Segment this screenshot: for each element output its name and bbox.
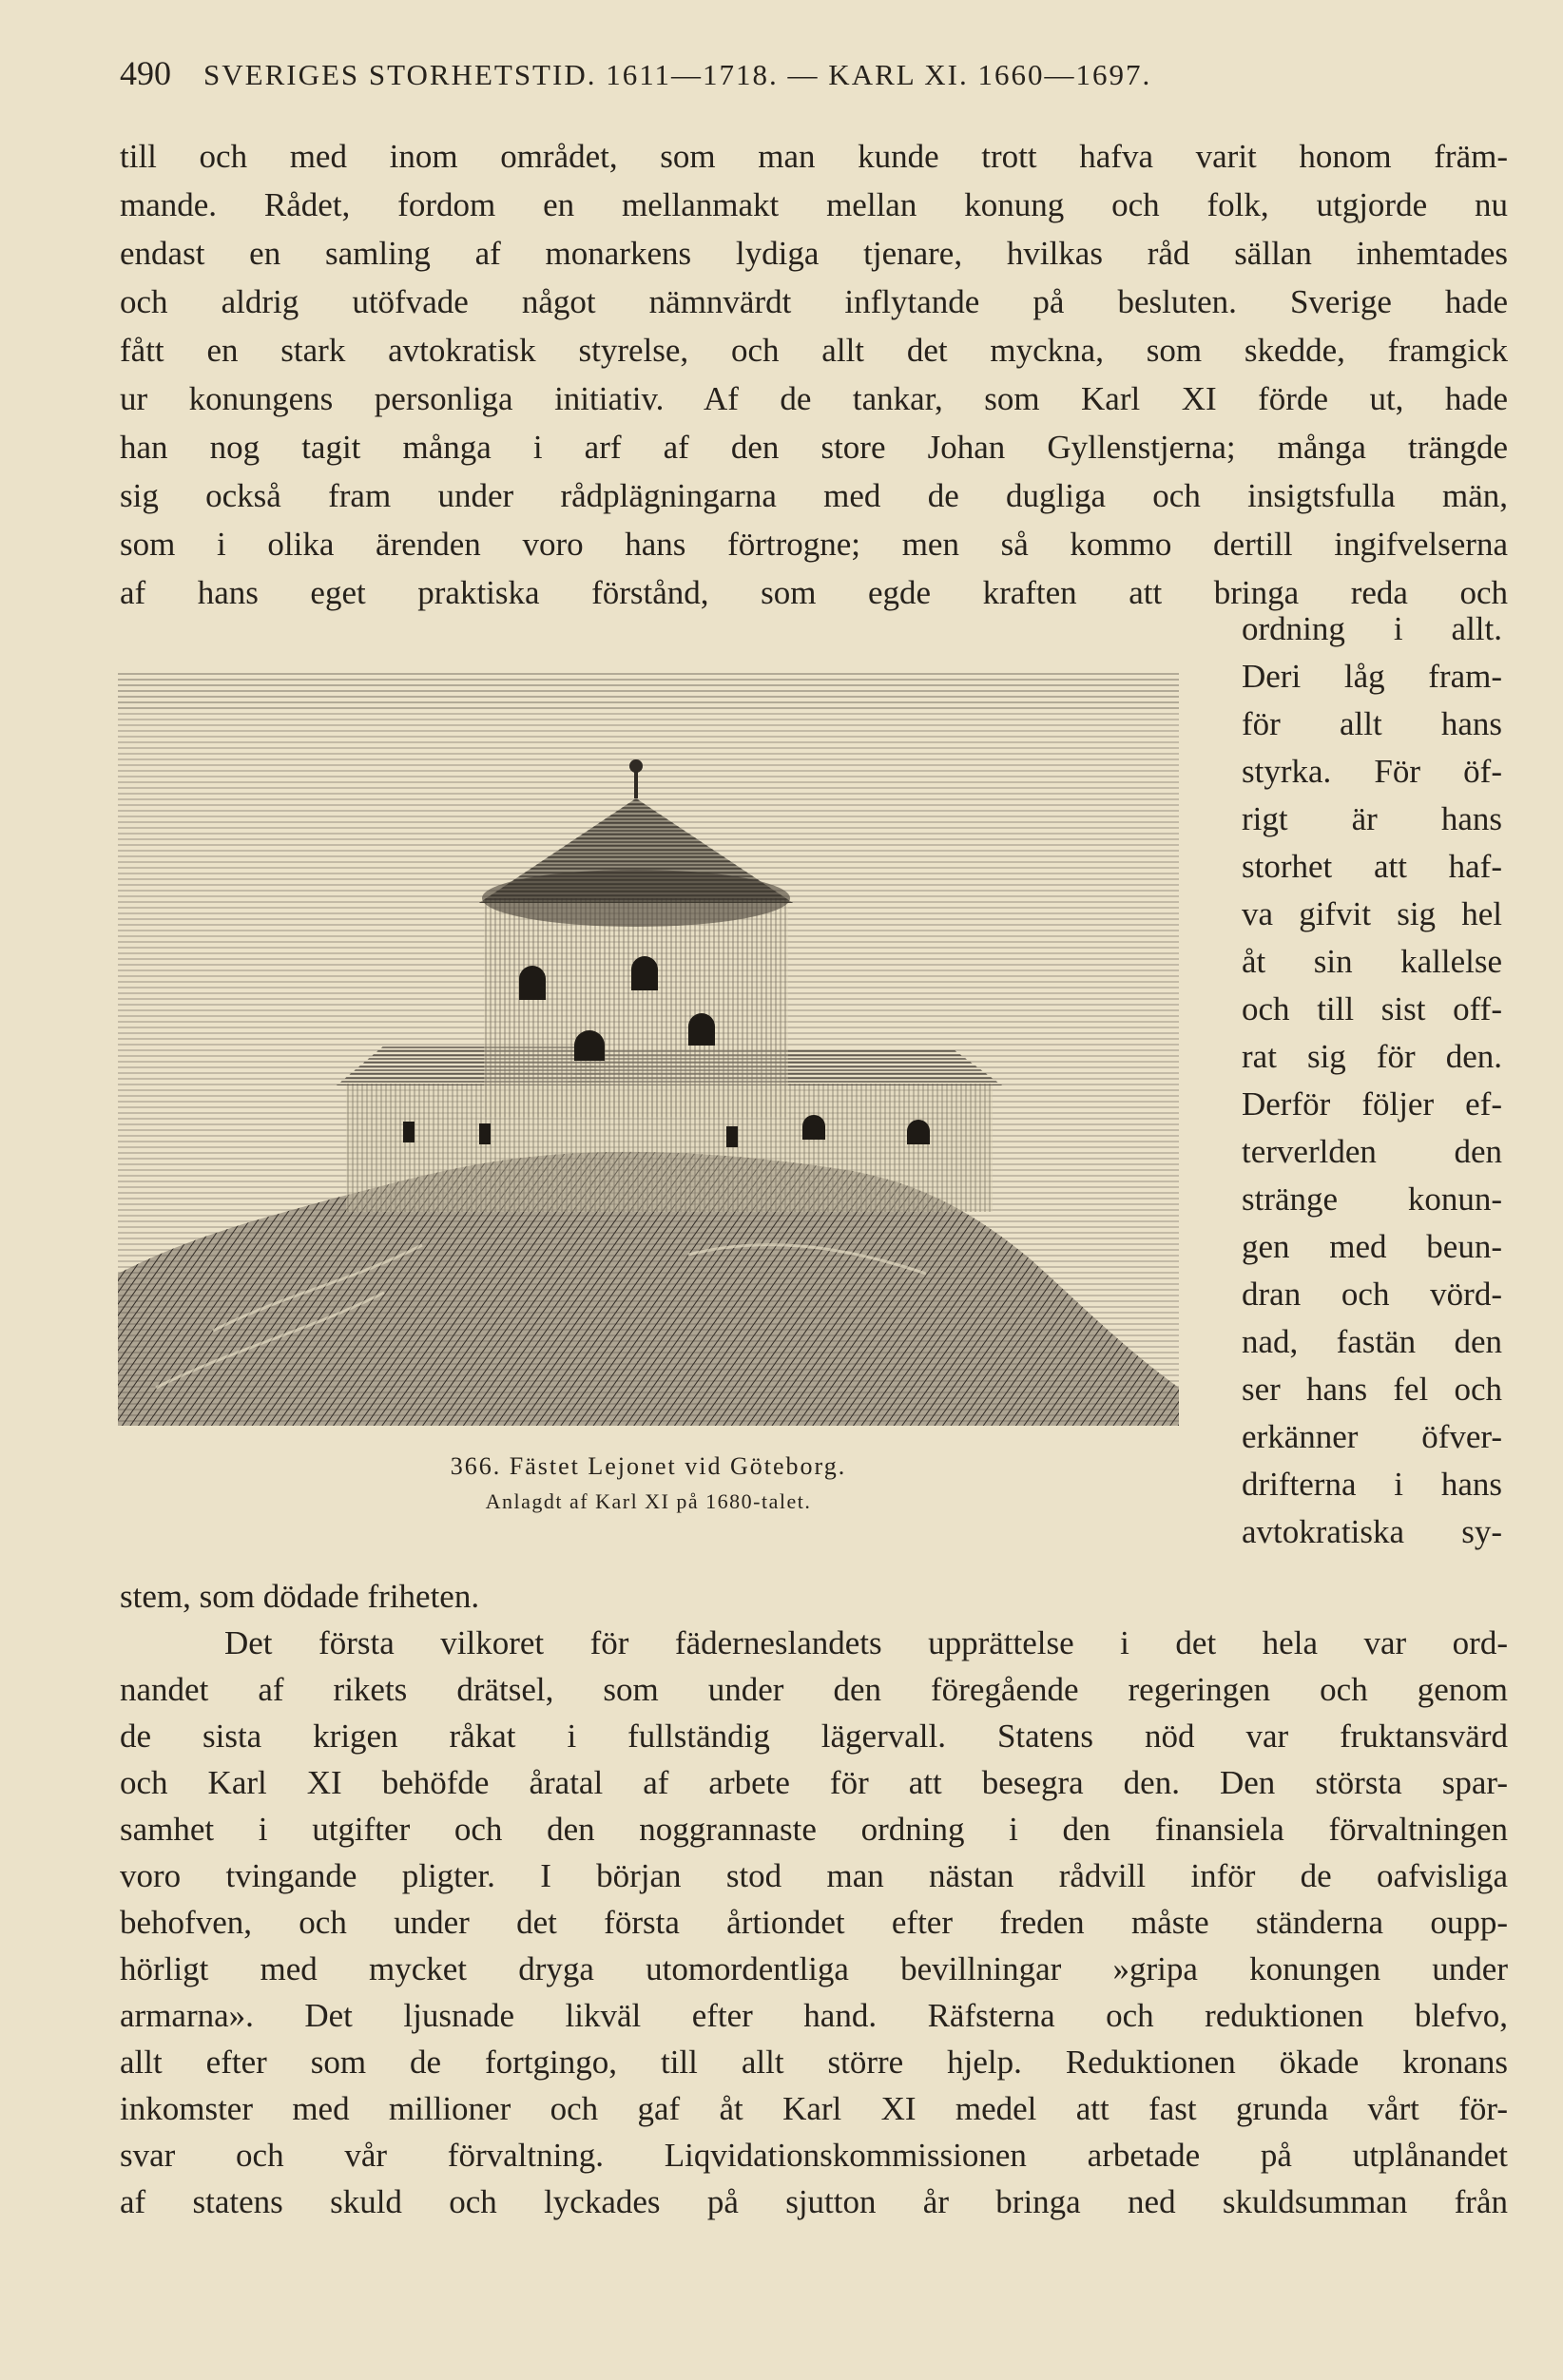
- side-line: va gifvit sig hel: [1242, 895, 1502, 932]
- side-line: terverlden den: [1242, 1133, 1502, 1170]
- side-line: ordning i allt.: [1242, 610, 1502, 647]
- text-line: Det första vilkoret för fäderneslandets upprättelse i det hela var ord-: [224, 1624, 1508, 1661]
- side-line: ser hans fel och: [1242, 1371, 1502, 1408]
- page-number: 490: [120, 54, 171, 92]
- text-line: stem, som dödade friheten.: [120, 1578, 480, 1615]
- text-line: till och med inom området, som man kunde trott hafva varit honom främ-: [120, 138, 1508, 175]
- side-line: Deri låg fram-: [1242, 658, 1502, 695]
- side-line: dran och vörd-: [1242, 1276, 1502, 1313]
- running-header: [120, 53, 1508, 101]
- side-line: för allt hans: [1242, 705, 1502, 742]
- text-line: allt efter som de fortgingo, till allt större hjelp. Reduktionen ökade kronans: [120, 2044, 1508, 2081]
- text-line: och Karl XI behöfde åratal af arbete för att besegra den. Den största spar-: [120, 1764, 1508, 1801]
- side-line: styrka. För öf-: [1242, 753, 1502, 790]
- text-line: fått en stark avtokratisk styrelse, och allt det myckna, som skedde, framgick: [120, 332, 1508, 369]
- text-line: voro tvingande pligter. I början stod man nästan rådvill inför de oafvisliga: [120, 1857, 1508, 1894]
- text-line: samhet i utgifter och den noggrannaste ordning i den finansiela förvaltningen: [120, 1811, 1508, 1848]
- text-line: nandet af rikets drätsel, som under den föregående regeringen och genom: [120, 1671, 1508, 1708]
- text-line: som i olika ärenden voro hans förtrogne; men så kommo dertill ingifvelserna: [120, 526, 1508, 563]
- figure-caption: 366. Fästet Lejonet vid Göteborg.: [450, 1452, 847, 1480]
- side-line: nad, fastän den: [1242, 1323, 1502, 1360]
- side-line: erkänner öfver-: [1242, 1418, 1502, 1455]
- side-line: Derför följer ef-: [1242, 1085, 1502, 1123]
- side-line: gen med beun-: [1242, 1228, 1502, 1265]
- text-line: de sista krigen råkat i fullständig lägervall. Statens nöd var fruktansvärd: [120, 1718, 1508, 1755]
- running-title: SVERIGES STORHETSTID. 1611—1718. — KARL XI. 1660—1697.: [203, 58, 1152, 91]
- side-line: storhet att haf-: [1242, 848, 1502, 885]
- text-line: mande. Rådet, fordom en mellanmakt mellan konung och folk, utgjorde nu: [120, 186, 1508, 223]
- text-line: inkomster med millioner och gaf åt Karl XI medel att fast grunda vårt för-: [120, 2090, 1508, 2127]
- text-line: ur konungens personliga initiativ. Af de tankar, som Karl XI förde ut, hade: [120, 380, 1508, 417]
- side-line: drifterna i hans: [1242, 1466, 1502, 1503]
- text-line: behofven, och under det första årtiondet efter freden måste ständerna oupp-: [120, 1904, 1508, 1941]
- text-line: sig också fram under rådplägningarna med de dugliga och insigtsfulla män,: [120, 477, 1508, 514]
- side-line: åt sin kallelse: [1242, 943, 1502, 980]
- side-line: och till sist off-: [1242, 990, 1502, 1027]
- figure-subcaption: Anlagdt af Karl XI på 1680-talet.: [485, 1489, 812, 1513]
- fortress-engraving: [118, 665, 1179, 1430]
- side-line: rat sig för den.: [1242, 1038, 1502, 1075]
- text-line: svar och vår förvaltning. Liqvidationskommissionen arbetade på utplånandet: [120, 2137, 1508, 2174]
- text-line: af statens skuld och lyckades på sjutton år bringa ned skuldsumman från: [120, 2183, 1508, 2220]
- text-line: endast en samling af monarkens lydiga tjenare, hvilkas råd sällan inhemtades: [120, 235, 1508, 272]
- side-line: avtokratiska sy-: [1242, 1513, 1502, 1550]
- side-line: stränge konun-: [1242, 1180, 1502, 1218]
- text-line: af hans eget praktiska förstånd, som egde kraften att bringa reda och: [120, 574, 1508, 611]
- side-line: rigt är hans: [1242, 800, 1502, 837]
- text-line: han nog tagit många i arf af den store Johan Gyllenstjerna; många trängde: [120, 429, 1508, 466]
- text-line: armarna». Det ljusnade likväl efter hand. Räfsterna och reduktionen blefvo,: [120, 1997, 1508, 2034]
- text-line: hörligt med mycket dryga utomordentliga bevillningar »gripa konungen under: [120, 1950, 1508, 1987]
- text-line: och aldrig utöfvade något nämnvärdt inflytande på besluten. Sverige hade: [120, 283, 1508, 320]
